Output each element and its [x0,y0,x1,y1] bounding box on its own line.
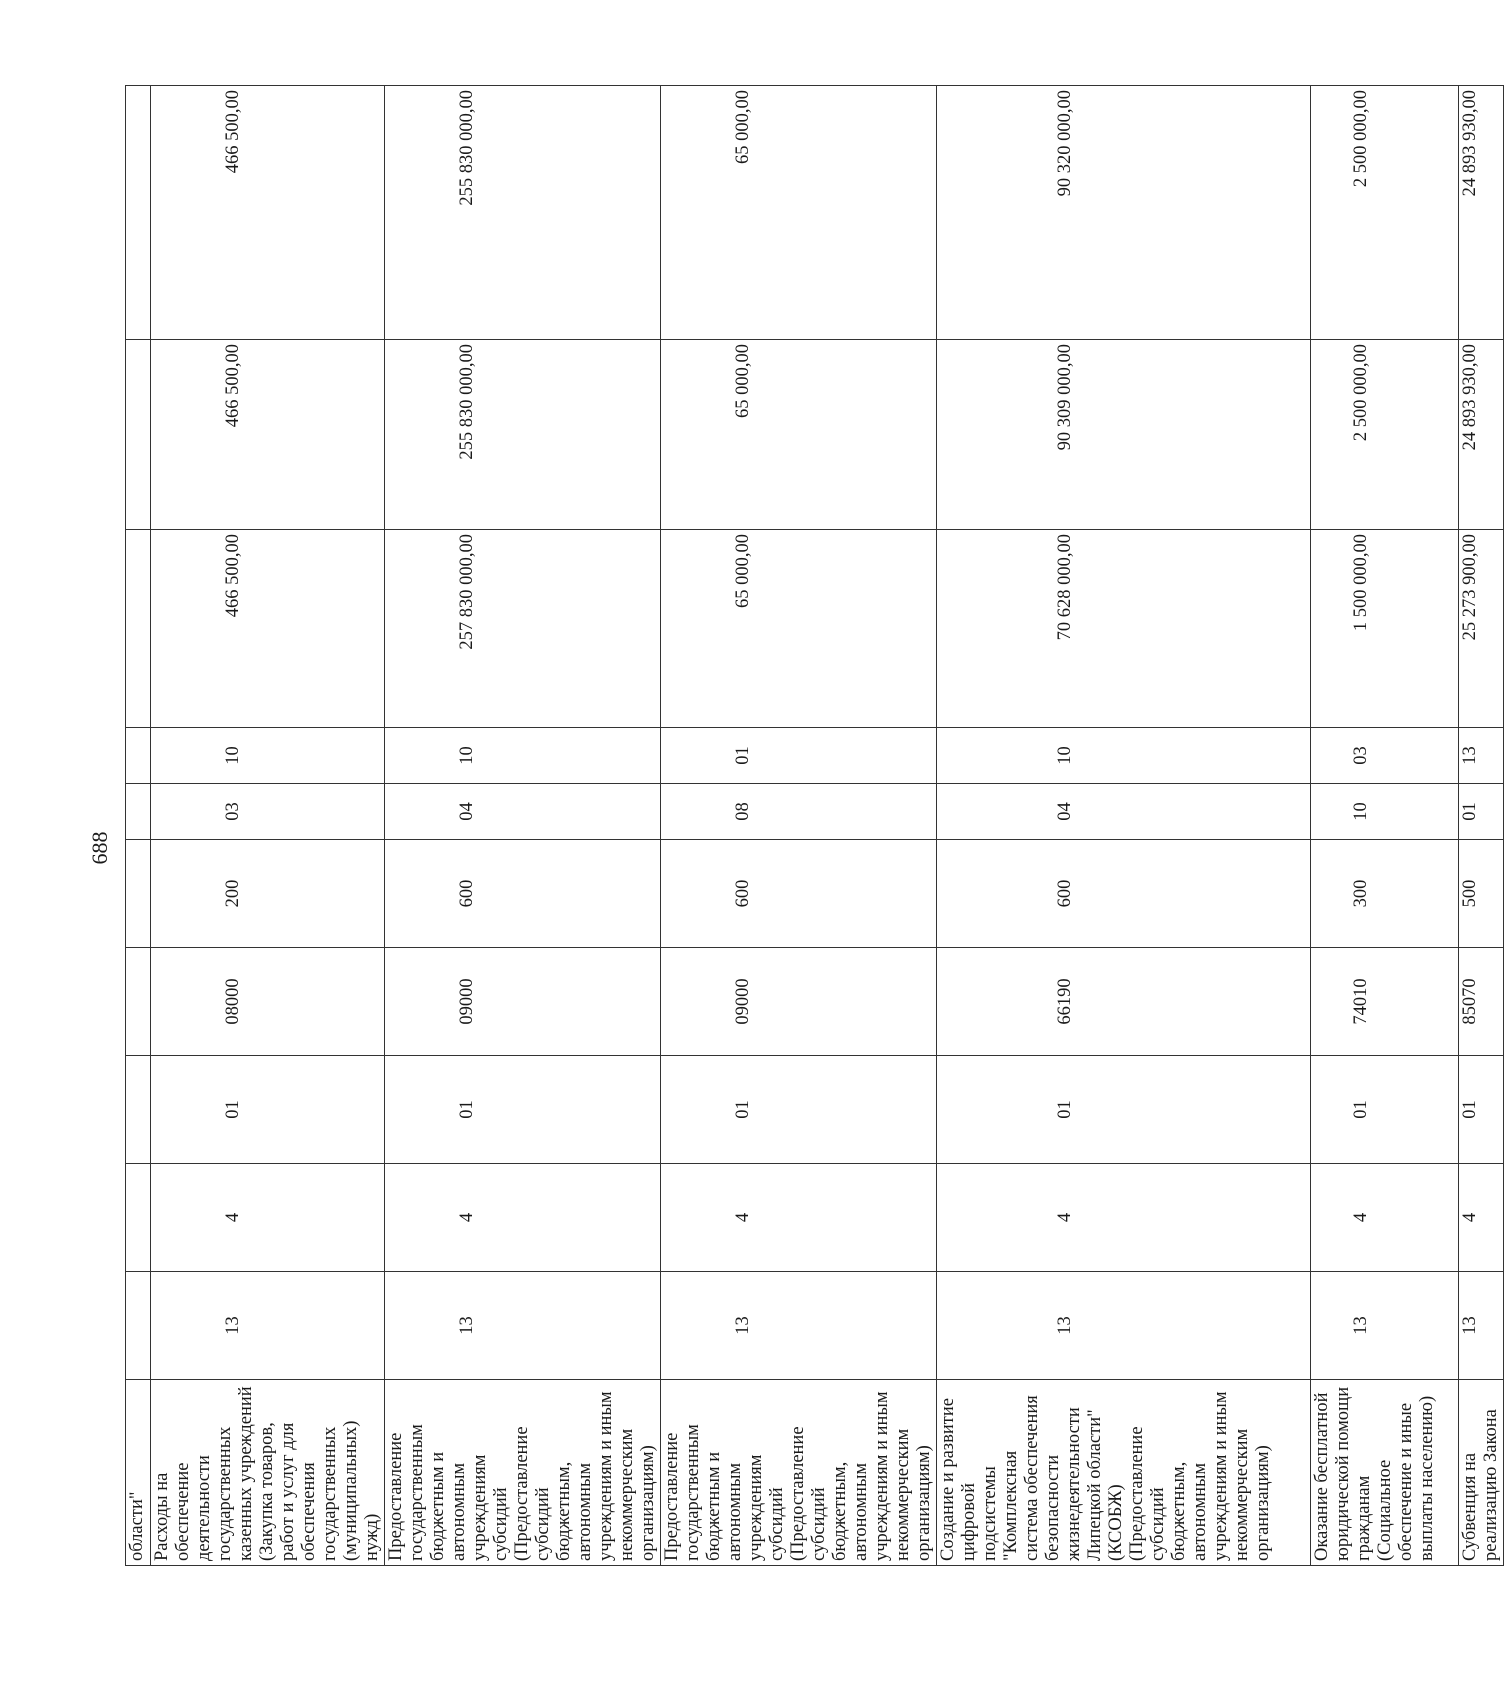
code-cell: 01 [937,1056,1311,1164]
amount-cell: 65 000,00 [661,86,937,340]
row-name: Расходы на обеспечение деятельности государственных казенных учреждений (Закупка товаров, работ и услуг для обеспечения государственных (муниципальных) нужд) [151,1380,385,1566]
amount-cell: 90 309 000,00 [937,340,1311,530]
code-cell: 500 [1459,840,1504,948]
code-cell: 85070 [1459,948,1504,1056]
amount-cell: 65 000,00 [661,530,937,728]
amount-cell: 466 500,00 [151,340,385,530]
row-name: Создание и развитие цифровой подсистемы "Комплексная система обеспечения безопасности жизнедеятельности Липецкой области" (КСОБЖ) (Предоставление субсидий бюджетным, автономным учреждениям и иным некоммерческим организациям) [937,1380,1311,1566]
code-cell: 08 [661,784,937,840]
code-cell: 74010 [1311,948,1459,1056]
table-row [661,86,937,1566]
table-row [151,86,385,1566]
code-cell: 01 [661,728,937,784]
code-cell: 10 [151,728,385,784]
amount-cell: 90 320 000,00 [937,86,1311,340]
amount-cell: 25 273 900,00 [1459,530,1504,728]
code-cell: 01 [1311,1056,1459,1164]
code-cell: 10 [937,728,1311,784]
amount-cell: 70 628 000,00 [937,530,1311,728]
row-name: Предоставление государственным бюджетным и автономным учреждениям субсидий (Предоставление субсидий бюджетным, автономным учреждениям и иным некоммерческим организациям) [385,1380,661,1566]
code-cell: 4 [385,1164,661,1272]
table-row [1459,86,1504,1566]
code-cell: 13 [1311,1272,1459,1380]
code-cell: 4 [1311,1164,1459,1272]
row-name: Предоставление государственным бюджетным и автономным учреждениям субсидий (Предоставление субсидий бюджетным, автономным учреждениям и иным некоммерческим организациям) [661,1380,937,1566]
table-row [385,86,661,1566]
code-cell: 03 [151,784,385,840]
code-cell: 66190 [937,948,1311,1056]
code-cell: 600 [385,840,661,948]
amount-cell: 257 830 000,00 [385,530,661,728]
code-cell: 01 [1459,1056,1504,1164]
code-cell: 09000 [661,948,937,1056]
row-name: области" [126,1380,151,1566]
page-number: 688 [87,831,112,865]
code-cell: 01 [151,1056,385,1164]
code-cell: 04 [937,784,1311,840]
table-row [937,86,1311,1566]
code-cell: 4 [1459,1164,1504,1272]
code-cell: 13 [937,1272,1311,1380]
row-name: Субвенция на реализацию Закона [1459,1380,1504,1566]
code-cell: 600 [937,840,1311,948]
code-cell: 13 [661,1272,937,1380]
code-cell: 01 [661,1056,937,1164]
amount-cell: 255 830 000,00 [385,86,661,340]
amount-cell: 65 000,00 [661,340,937,530]
code-cell: 4 [151,1164,385,1272]
code-cell: 300 [1311,840,1459,948]
code-cell: 4 [661,1164,937,1272]
amount-cell: 1 500 000,00 [1311,530,1459,728]
amount-cell: 466 500,00 [151,530,385,728]
budget-table [125,85,1504,1566]
code-cell: 01 [385,1056,661,1164]
code-cell: 04 [385,784,661,840]
code-cell: 10 [385,728,661,784]
amount-cell: 24 893 930,00 [1459,86,1504,340]
code-cell: 13 [1459,728,1504,784]
amount-cell: 255 830 000,00 [385,340,661,530]
table-row [126,86,151,1566]
amount-cell: 24 893 930,00 [1459,340,1504,530]
code-cell: 08000 [151,948,385,1056]
code-cell: 200 [151,840,385,948]
row-name: Оказание бесплатной юридической помощи гражданам (Социальное обеспечение и иные выплаты населению) [1311,1380,1459,1566]
code-cell: 10 [1311,784,1459,840]
amount-cell: 466 500,00 [151,86,385,340]
amount-cell: 2 500 000,00 [1311,86,1459,340]
code-cell: 13 [1459,1272,1504,1380]
code-cell: 01 [1459,784,1504,840]
table-row [1311,86,1459,1566]
rotated-page-content [125,86,1501,1566]
code-cell: 09000 [385,948,661,1056]
amount-cell: 2 500 000,00 [1311,340,1459,530]
code-cell: 03 [1311,728,1459,784]
code-cell: 13 [385,1272,661,1380]
code-cell: 13 [151,1272,385,1380]
code-cell: 600 [661,840,937,948]
code-cell: 4 [937,1164,1311,1272]
